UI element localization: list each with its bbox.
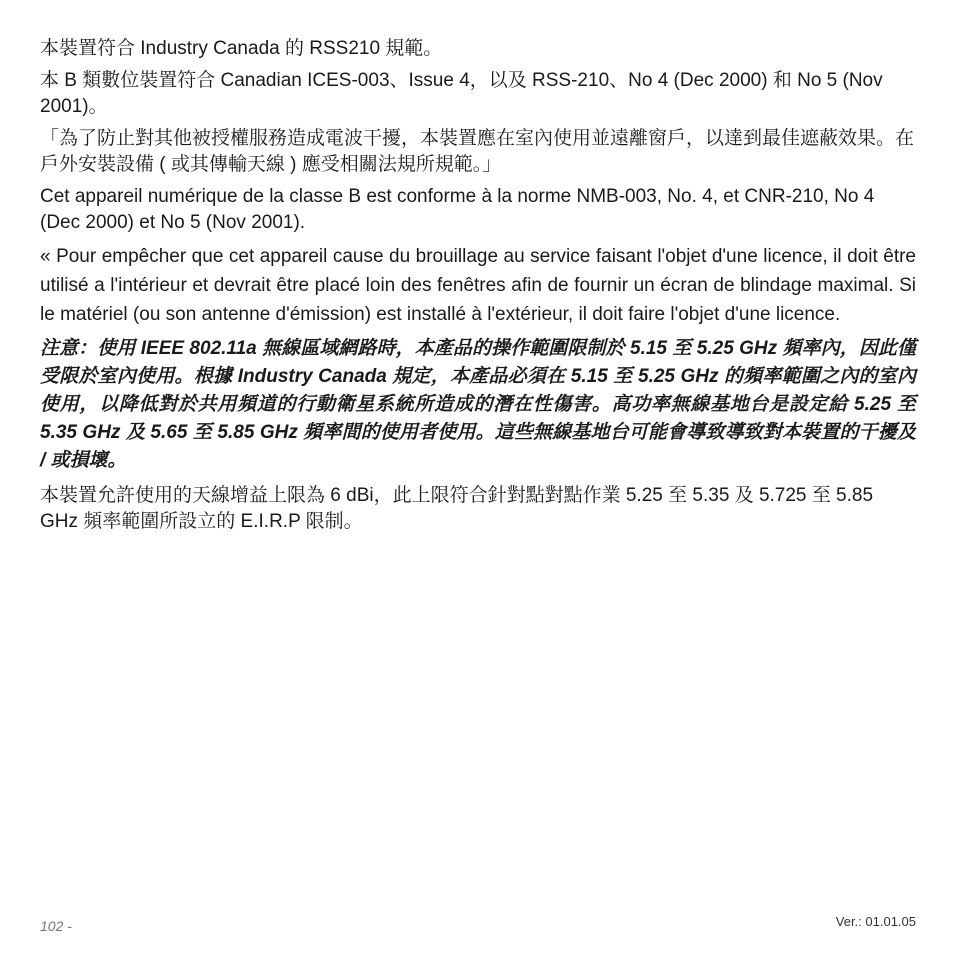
version-label: Ver.: 01.01.05	[835, 914, 916, 929]
document-body	[40, 36, 916, 541]
compliance-nmb003-statement-french: Cet appareil numérique de la classe B est conforme à la norme NMB-003, No. 4, et CNR-210, No 4 (Dec 2000) et No 5 (Nov 2001).	[40, 186, 875, 233]
wireless-lan-warning: 注意：使用 IEEE 802.11a 無線區域網路時，本產品的操作範圍限制於 5.15 至 5.25 GHz 頻率內，因此僅受限於室內使用。根據 Industry Canada 規定，本產品必須在 5.15 至 5.25 GHz 的頻率範圍之內的室內使用，以降低對於共用頻道的行動衛星系統所造成的潛在性傷害。高功率無線基地台是設定給 5.25 至 5.35 GHz 及 5.65 至 5.85 GHz 頻率間的使用者使用。這些無線基地台可能會導致導致對本裝置的干擾及 / 或損壞。	[40, 338, 916, 471]
compliance-rss210-statement: 本裝置符合 Industry Canada 的 RSS210 規範。	[40, 38, 443, 59]
page-number: 102 -	[40, 918, 72, 934]
interference-quote-french: « Pour empêcher que cet appareil cause du brouillage au service faisant l'objet d'une licence, il doit être utilisé a l'intérieur et devrait être placé loin des fenêtres afin de fournir un écran de blindage maximal. Si le matériel (ou son antenne d'émission) est installé à l'extérieur, il doit faire l'objet d'une licence.	[40, 246, 916, 325]
compliance-ices003-statement: 本 B 類數位裝置符合 Canadian ICES-003、Issue 4，以及 RSS-210、No 4 (Dec 2000) 和 No 5 (Nov 2001)。	[40, 70, 883, 117]
antenna-gain-statement: 本裝置允許使用的天線增益上限為 6 dBi，此上限符合針對點對點作業 5.25 至 5.35 及 5.725 至 5.85 GHz 頻率範圍所設立的 E.I.R.P 限制。	[40, 485, 874, 532]
interference-quote-chinese: 「為了防止對其他被授權服務造成電波干擾，本裝置應在室內使用並遠離窗戶，以達到最佳遮蔽效果。在戶外安裝設備 ( 或其傳輸天線 ) 應受相關法規所規範。」	[40, 128, 915, 175]
